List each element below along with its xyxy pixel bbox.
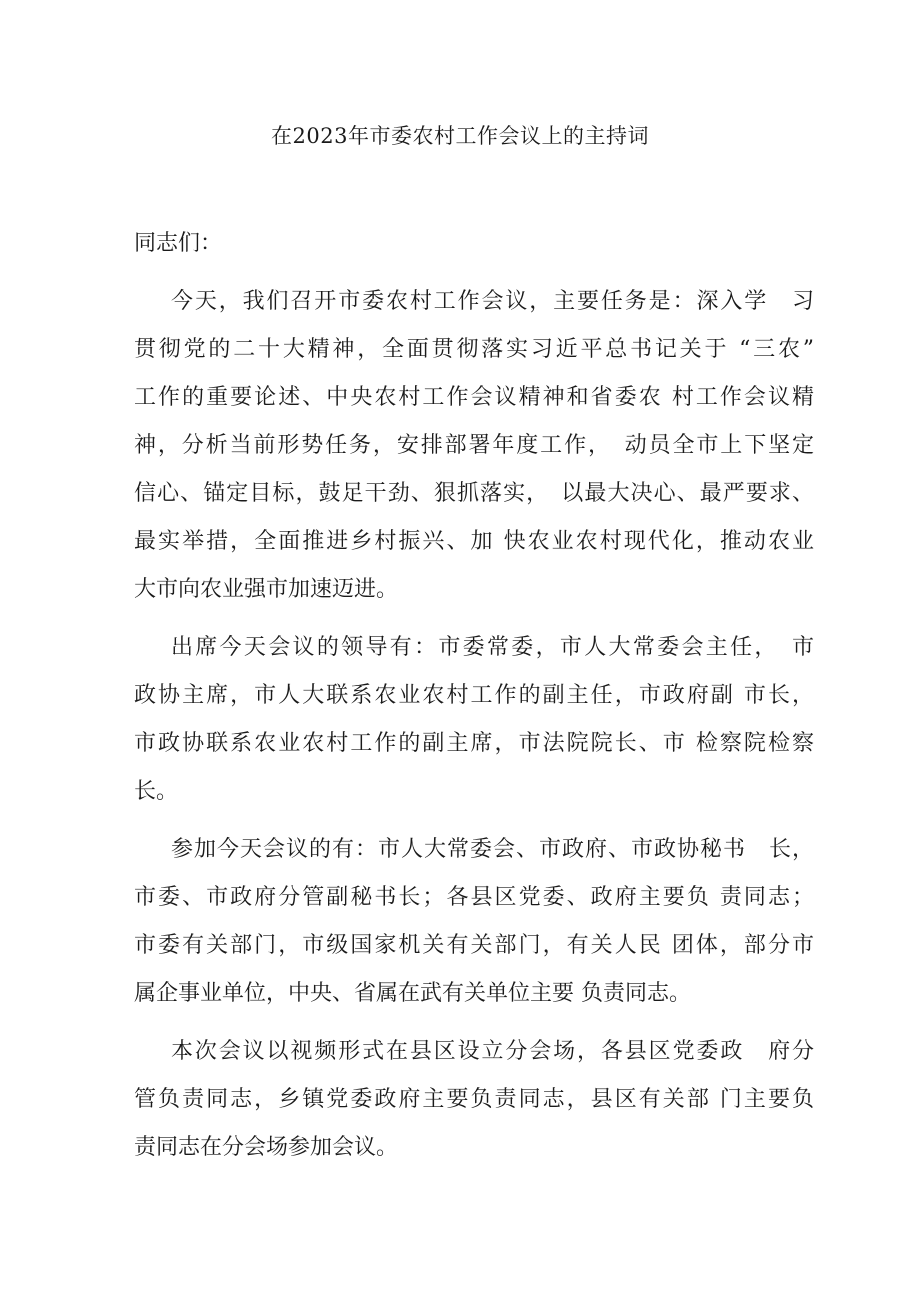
- paragraph-line: 管负责同志，乡镇党委政府主要负责同志，县区有关部 门主要负: [134, 1087, 814, 1112]
- paragraph-1: [134, 278, 814, 614]
- paragraph-line: 出席今天会议的领导有：市委常委，市人大常委会主任， 市: [171, 635, 814, 660]
- paragraph-4: [134, 1028, 814, 1172]
- paragraph-line: 贯彻党的二十大精神，全面贯彻落实习近平总书记关于 “三农”: [134, 337, 814, 362]
- paragraph-line: 长。: [134, 779, 179, 804]
- document-title: 在2023年市委农村工作会议上的主持词: [271, 124, 649, 148]
- document-body: [134, 220, 814, 1182]
- paragraph-line: 最实举措，全面推进乡村振兴、加 快农业农村现代化，推动农业: [134, 529, 814, 554]
- paragraph-line: 责同志在分会场参加会议。: [134, 1135, 399, 1160]
- paragraph-line: 市委有关部门，市级国家机关有关部门，有关人民 团体，部分市: [134, 933, 814, 958]
- paragraph-line: 信心、锚定目标，鼓足干劲、狠抓落实， 以最大决心、最严要求、: [134, 481, 814, 506]
- paragraph-line: 市政协联系农业农村工作的副主席，市法院院长、市 检察院检察: [134, 731, 814, 756]
- paragraph-line: 工作的重要论述、中央农村工作会议精神和省委农 村工作会议精: [134, 385, 814, 410]
- paragraph-3: [134, 826, 814, 1018]
- paragraph-2: [134, 624, 814, 816]
- paragraph-line: 大市向农业强市加速迈进。: [134, 577, 399, 602]
- paragraph-line: 本次会议以视频形式在县区设立分会场，各县区党委政 府分: [171, 1039, 814, 1064]
- paragraph-line: 市委、市政府分管副秘书长；各县区党委、政府主要负 责同志；: [134, 885, 814, 910]
- paragraph-line: 属企事业单位，中央、省属在武有关单位主要 负责同志。: [134, 981, 691, 1006]
- paragraph-line: 今天，我们召开市委农村工作会议，主要任务是：深入学 习: [171, 289, 814, 314]
- salutation: 同志们：: [134, 231, 223, 256]
- paragraph-line: 政协主席，市人大联系农业农村工作的副主任，市政府副 市长，: [134, 683, 814, 708]
- paragraph-line: 神，分析当前形势任务，安排部署年度工作， 动员全市上下坚定: [134, 433, 814, 458]
- paragraph-line: 参加今天会议的有：市人大常委会、市政府、市政协秘书 长，: [171, 837, 814, 862]
